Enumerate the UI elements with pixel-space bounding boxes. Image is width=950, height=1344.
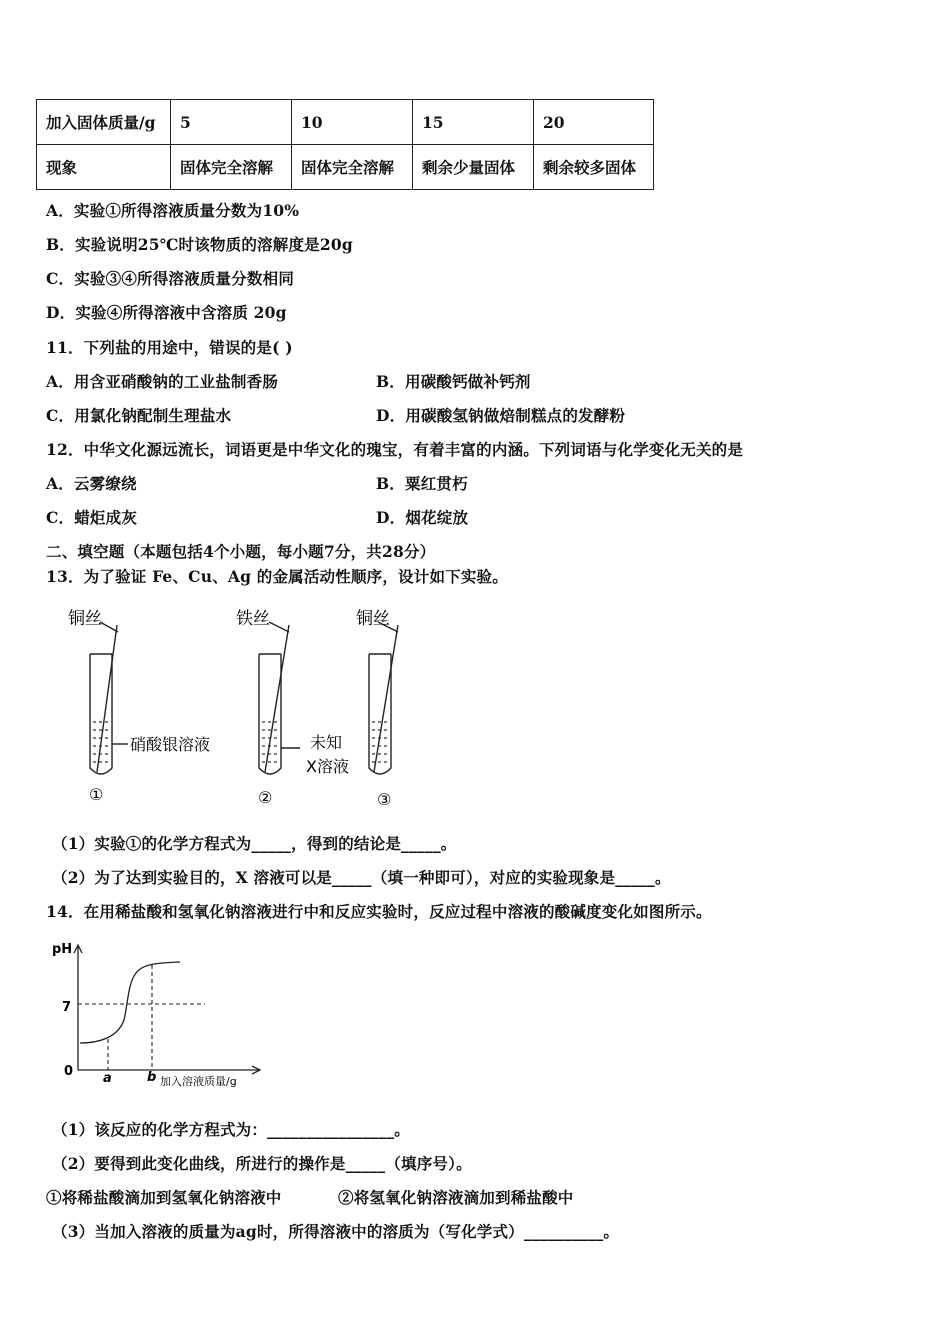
tube1-solution-label: 硝酸银溶液 <box>130 735 211 754</box>
tube3-number: ③ <box>377 790 392 809</box>
tube2-wire-label: 铁丝 <box>236 609 270 629</box>
test-tube-3 <box>369 654 391 774</box>
solubility-table <box>36 99 654 190</box>
test-tube-figure <box>60 600 420 815</box>
table-cell: 20 <box>534 100 654 145</box>
q11-stem: 11．下列盐的用途中，错误的是( ) <box>46 338 293 357</box>
q11-option-a: A．用含亚硝酸钠的工业盐制香肠 <box>46 372 279 391</box>
q11-option-d: D．用碳酸氢钠做焙制糕点的发酵粉 <box>376 406 626 425</box>
tube1-wire-label: 铜丝 <box>68 609 102 629</box>
q13-part1: （1）实验①的化学方程式为_____，得到的结论是_____。 <box>52 834 457 853</box>
q12-option-d: D．烟花绽放 <box>376 508 469 527</box>
q14-part2: （2）要得到此变化曲线，所进行的操作是_____（填序号）。 <box>52 1154 472 1173</box>
q13-stem: 13．为了验证 Fe、Cu、Ag 的金属活动性顺序，设计如下实验。 <box>46 567 508 586</box>
tube2-solution-label-b: X溶液 <box>306 757 349 776</box>
ph-chart <box>40 935 280 1095</box>
y-tick-0: 0 <box>64 1064 74 1079</box>
table-cell: 剩余少量固体 <box>413 145 534 190</box>
q10-option-c: C．实验③④所得溶液质量分数相同 <box>46 269 295 288</box>
q10-option-b: B．实验说明25℃时该物质的溶解度是20g <box>46 235 353 254</box>
q14-choice-1: ①将稀盐酸滴加到氢氧化钠溶液中 <box>46 1188 282 1207</box>
test-tube-2 <box>259 654 281 774</box>
q14-stem: 14．在用稀盐酸和氢氧化钠溶液进行中和反应实验时，反应过程中溶液的酸碱度变化如图所示。 <box>46 902 712 921</box>
q13-part2: （2）为了达到实验目的，X 溶液可以是_____（填一种即可），对应的实验现象是_____。 <box>52 868 671 887</box>
q12-option-a: A．云雾缭绕 <box>46 474 137 493</box>
table-cell: 5 <box>171 100 292 145</box>
tube2-solution-label-a: 未知 <box>310 733 343 752</box>
copper-wire-3 <box>374 625 398 772</box>
table-row <box>37 145 654 190</box>
q10-option-a: A．实验①所得溶液质量分数为10% <box>46 201 300 220</box>
table-cell: 固体完全溶解 <box>292 145 413 190</box>
tube3-wire-label: 铜丝 <box>356 609 390 629</box>
table-cell: 加入固体质量/g <box>37 100 171 145</box>
q14-part1: （1）该反应的化学方程式为：________________。 <box>52 1120 410 1139</box>
iron-wire <box>265 625 289 772</box>
table-cell: 15 <box>413 100 534 145</box>
q12-option-c: C．蜡炬成灰 <box>46 508 138 527</box>
x-axis-label: 加入溶液质量/g <box>160 1075 237 1088</box>
x-tick-b: b <box>147 1070 157 1085</box>
q14-part3: （3）当加入溶液的质量为ag时，所得溶液中的溶质为（写化学式）__________。 <box>52 1222 620 1241</box>
q12-stem: 12．中华文化源远流长，词语更是中华文化的瑰宝，有着丰富的内涵。下列词语与化学变化无关的是 <box>46 440 744 459</box>
tube1-number: ① <box>89 785 104 804</box>
q10-option-d: D．实验④所得溶液中含溶质 20g <box>46 303 287 322</box>
y-axis-label: pH <box>52 942 73 957</box>
table-cell: 剩余较多固体 <box>534 145 654 190</box>
tube2-number: ② <box>258 788 273 807</box>
y-tick-7: 7 <box>62 1000 72 1015</box>
q14-choice-2: ②将氢氧化钠溶液滴加到稀盐酸中 <box>338 1188 574 1207</box>
q11-option-c: C．用氯化钠配制生理盐水 <box>46 406 232 425</box>
test-tube-1 <box>90 654 112 774</box>
q11-option-b: B．用碳酸钙做补钙剂 <box>376 372 531 391</box>
copper-wire-1 <box>97 625 117 772</box>
section-heading: 二、填空题（本题包括4个小题，每小题7分，共28分） <box>46 542 436 561</box>
table-row <box>37 100 654 145</box>
ph-curve-line <box>80 962 180 1043</box>
table-cell: 10 <box>292 100 413 145</box>
x-tick-a: a <box>103 1071 112 1086</box>
table-cell: 固体完全溶解 <box>171 145 292 190</box>
table-cell: 现象 <box>37 145 171 190</box>
q12-option-b: B．粟红贯朽 <box>376 474 468 493</box>
